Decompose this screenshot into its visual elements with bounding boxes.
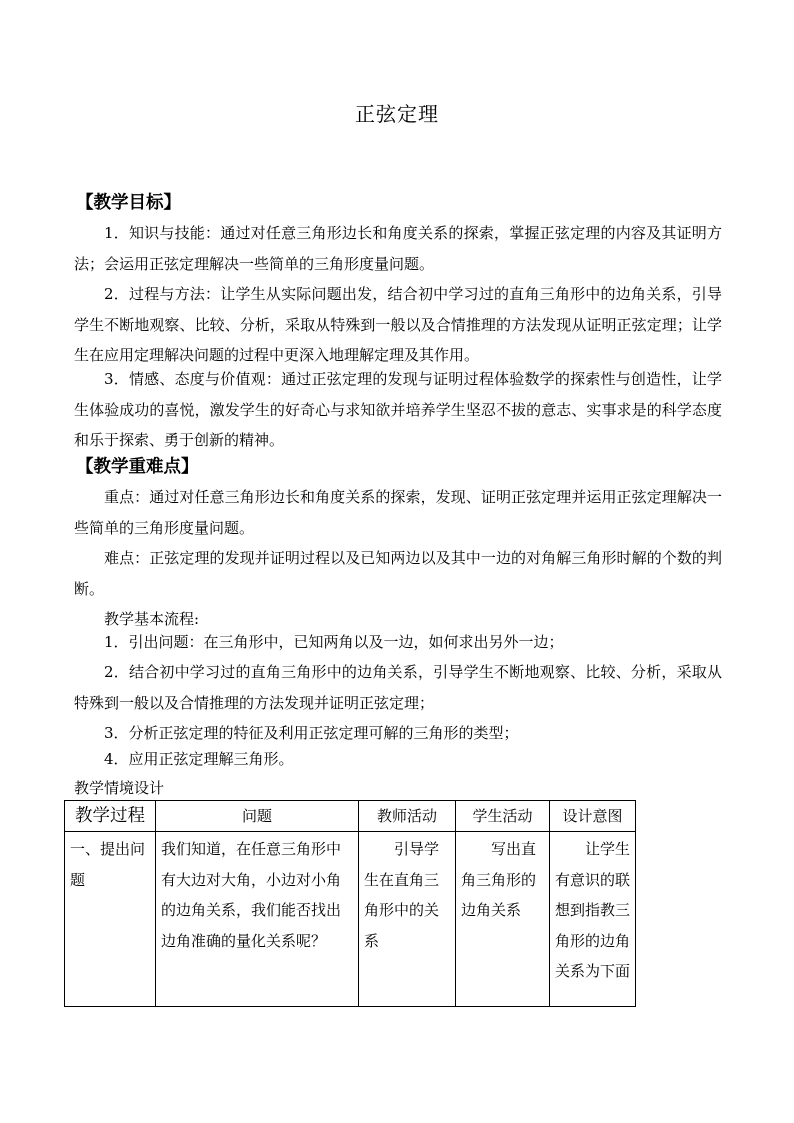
objective-item-2: 2．过程与方法：让学生从实际问题出发，结合初中学习过的直角三角形中的边角关系，引导学生不断地观察、比较、分析，采取从特殊到一般以及合情推理的方法发现从证明正弦定理；让学生在应用定理解决问题的过程中更深入地理解定理及其作用。 bbox=[74, 285, 722, 364]
teaching-design-table bbox=[64, 800, 636, 1007]
design-label: 教学情境设计 bbox=[74, 779, 165, 797]
header-intent: 设计意图 bbox=[550, 801, 636, 832]
cell-process: 一、提出问题 bbox=[65, 832, 156, 1007]
focus-paragraph: 重点：通过对任意三角形边长和角度关系的探索，发现、证明正弦定理并运用正弦定理解决一些简单的三角形度量问题。 bbox=[74, 488, 722, 537]
header-question: 问题 bbox=[156, 801, 359, 832]
flow-step-2: 2．结合初中学习过的直角三角形中的边角关系，引导学生不断地观察、比较、分析，采取从特殊到一般以及合情推理的方法发现并证明正弦定理； bbox=[74, 663, 722, 712]
flow-step-3: 3．分析正弦定理的特征及利用正弦定理可解的三角形的类型； bbox=[104, 724, 519, 742]
objective-item-1: 1．知识与技能：通过对任意三角形边长和角度关系的探索，掌握正弦定理的内容及其证明方法；会运用正弦定理解决一些简单的三角形度量问题。 bbox=[74, 224, 722, 273]
cell-teacher: 引导学生在直角三角形中的关系 bbox=[359, 832, 456, 1007]
objectives-heading: 【教学目标】 bbox=[76, 193, 181, 213]
cell-intent: 让学生有意识的联想到指教三角形的边角关系为下面 bbox=[550, 832, 636, 1007]
header-teacher: 教师活动 bbox=[359, 801, 456, 832]
difficulty-paragraph: 难点：正弦定理的发现并证明过程以及已知两边以及其中一边的对角解三角形时解的个数的判断。 bbox=[74, 549, 722, 598]
flow-step-1: 1．引出问题：在三角形中，已知两角以及一边，如何求出另外一边； bbox=[104, 633, 564, 651]
table-row bbox=[65, 832, 636, 1007]
flow-label: 教学基本流程: bbox=[104, 610, 200, 628]
flow-step-4: 4．应用正弦定理解三角形。 bbox=[104, 750, 294, 768]
page-title: 正弦定理 bbox=[355, 102, 439, 126]
header-student: 学生活动 bbox=[456, 801, 550, 832]
cell-question: 我们知道，在任意三角形中有大边对大角，小边对小角的边角关系，我们能否找出边角准确的量化关系呢？ bbox=[156, 832, 359, 1007]
key-points-heading: 【教学重难点】 bbox=[76, 457, 199, 477]
objective-item-3: 3．情感、态度与价值观：通过正弦定理的发现与证明过程体验数学的探索性与创造性，让学生体验成功的喜悦，激发学生的好奇心与求知欲并培养学生坚忍不拔的意志、实事求是的科学态度和乐于探索、勇于创新的精神。 bbox=[74, 370, 722, 449]
header-process: 教学过程 bbox=[65, 801, 156, 832]
cell-student: 写出直角三角形的边角关系 bbox=[456, 832, 550, 1007]
table-header-row bbox=[65, 801, 636, 832]
